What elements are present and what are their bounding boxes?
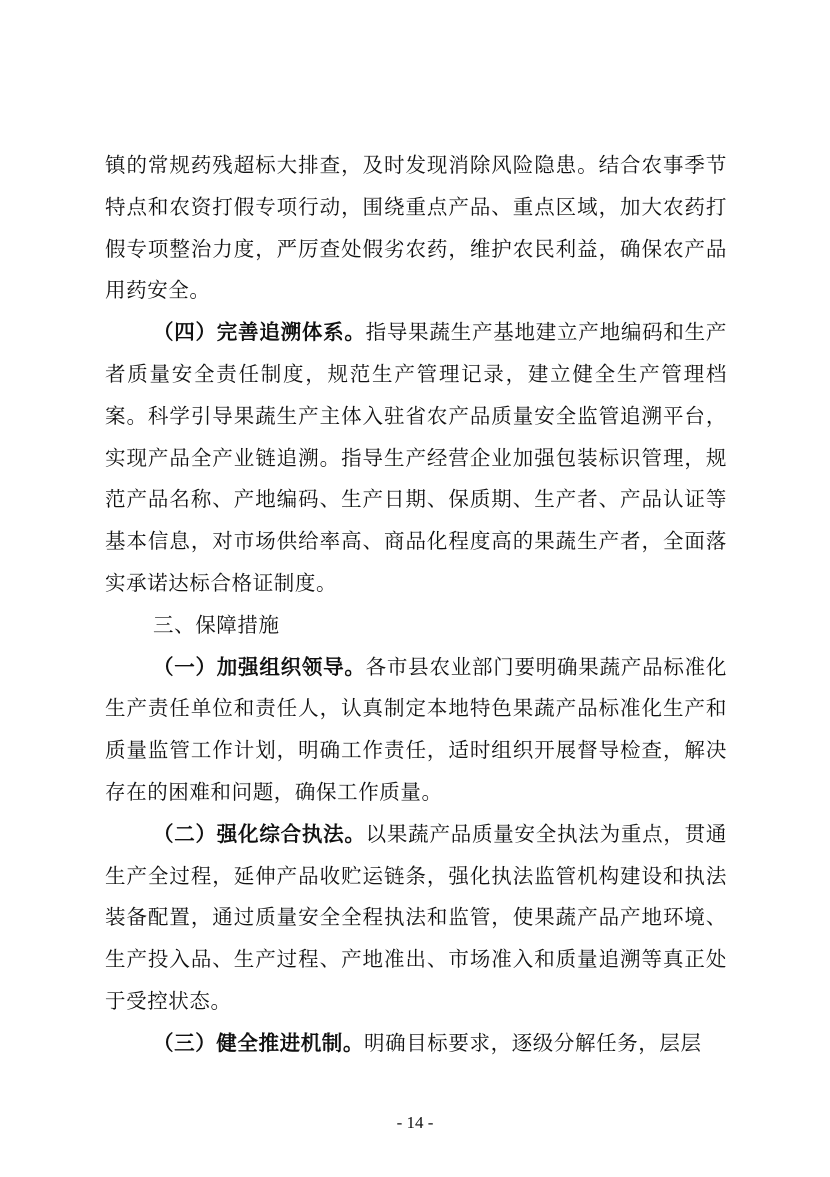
- paragraph-text: 镇的常规药残超标大排查，及时发现消除风险隐患。结合农事季节特点和农资打假专项行动，围绕重点产品、重点区域，加大农药打假专项整治力度，严厉查处假劣农药，维护农民利益，确保农产品用药安全。: [105, 153, 727, 303]
- section-heading-safeguards: [105, 605, 727, 647]
- paragraph-text: 各市县农业部门要明确果蔬产品标准化生产责任单位和责任人，认真制定本地特色果蔬产品标准化生产和质量监管工作计划，明确工作责任，适时组织开展督导检查，解决存在的困难和问题，确保工作质量。: [105, 654, 727, 804]
- page-number: - 14 -: [396, 1113, 434, 1132]
- paragraph-lead: （二）强化综合执法。: [153, 821, 366, 846]
- paragraph-lead: （四）完善追溯体系。: [153, 320, 366, 345]
- paragraph-organization-leadership: [105, 647, 727, 814]
- paragraph-traceability-system: [105, 312, 727, 605]
- paragraph-continuation: [105, 145, 727, 312]
- paragraph-comprehensive-enforcement: [105, 814, 727, 1023]
- paragraph-promotion-mechanism: [105, 1023, 727, 1065]
- paragraph-lead: （三）健全推进机制。: [153, 1030, 364, 1055]
- document-body: [105, 145, 727, 1065]
- paragraph-lead: （一）加强组织领导。: [153, 654, 366, 679]
- paragraph-text: 指导果蔬生产基地建立产地编码和生产者质量安全责任制度，规范生产管理记录，建立健全生产管理档案。科学引导果蔬生产主体入驻省农产品质量安全监管追溯平台，实现产品全产业链追溯。指导生产经营企业加强包装标识管理，规范产品名称、产地编码、生产日期、保质期、生产者、产品认证等基本信息，对市场供给率高、商品化程度高的果蔬生产者，全面落实承诺达标合格证制度。: [105, 320, 727, 595]
- paragraph-text: 以果蔬产品质量安全执法为重点，贯通生产全过程，延伸产品收贮运链条，强化执法监管机构建设和执法装备配置，通过质量安全全程执法和监管，使果蔬产品产地环境、生产投入品、生产过程、产地准出、市场准入和质量追溯等真正处于受控状态。: [105, 821, 727, 1013]
- paragraph-text: 明确目标要求，逐级分解任务，层层: [364, 1030, 702, 1055]
- section-heading-text: 三、保障措施: [153, 612, 280, 637]
